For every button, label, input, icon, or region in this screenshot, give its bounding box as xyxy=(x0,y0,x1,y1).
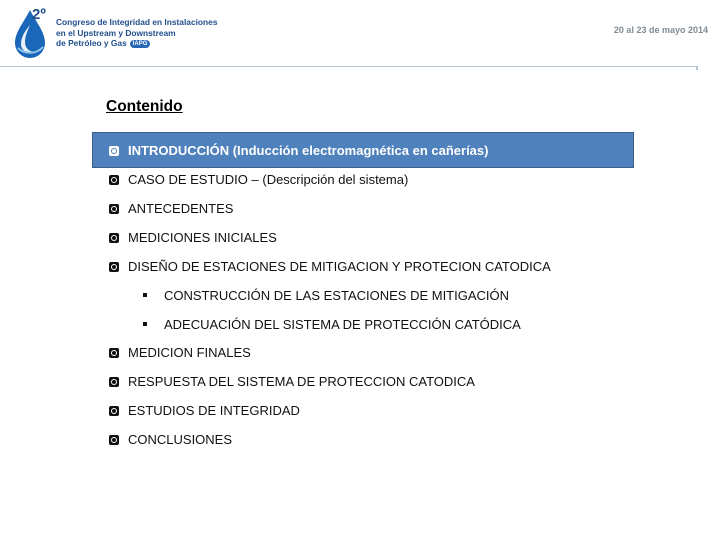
checkbox-bullet-icon xyxy=(109,146,119,156)
agenda-item-label: INTRODUCCIÓN (Inducción electromagnética en cañerías) xyxy=(128,143,489,158)
agenda-item-label: RESPUESTA DEL SISTEMA DE PROTECCION CATODICA xyxy=(128,374,475,389)
slide-title: Contenido xyxy=(106,98,183,115)
checkbox-bullet-icon xyxy=(109,204,119,214)
edition-number: 2º xyxy=(32,6,46,23)
checkbox-bullet-icon xyxy=(109,406,119,416)
event-date: 20 al 23 de mayo 2014 xyxy=(613,25,708,35)
agenda-item-antecedentes xyxy=(109,201,233,216)
checkbox-bullet-icon xyxy=(109,175,119,185)
agenda-item-conclusiones xyxy=(109,432,232,447)
checkbox-bullet-icon xyxy=(109,377,119,387)
agenda-item-label: CONCLUSIONES xyxy=(128,432,233,447)
agenda-item-label: DISEÑO DE ESTACIONES DE MITIGACION Y PROTECION CATODICA xyxy=(128,259,551,274)
header-divider-end xyxy=(696,66,698,70)
congress-name-line: en el Upstream y Downstream xyxy=(56,27,176,38)
agenda-item-mediciones-iniciales xyxy=(109,230,277,245)
agenda-item-label: MEDICION FINALES xyxy=(128,345,251,360)
agenda-item-label: ESTUDIOS DE INTEGRIDAD xyxy=(128,403,300,418)
iapg-badge: IAPG xyxy=(130,40,151,48)
square-bullet-icon xyxy=(143,322,147,326)
agenda-item-respuesta xyxy=(109,374,475,389)
checkbox-bullet-icon xyxy=(109,262,119,272)
agenda-subitem-label: ADECUACIÓN DEL SISTEMA DE PROTECCIÓN CATÓDICA xyxy=(164,317,521,332)
agenda-item-introduccion xyxy=(109,143,488,158)
congress-name-line: Congreso de Integridad en Instalaciones xyxy=(56,17,218,27)
square-bullet-icon xyxy=(143,293,147,297)
checkbox-bullet-icon xyxy=(109,233,119,243)
congress-name-line xyxy=(56,38,218,49)
checkbox-bullet-icon xyxy=(109,348,119,358)
agenda-item-estudios xyxy=(109,403,300,418)
agenda-item-label: CASO DE ESTUDIO – (Descripción del sistema) xyxy=(128,172,409,187)
agenda-item-label: ANTECEDENTES xyxy=(128,201,234,216)
congress-name xyxy=(56,17,218,49)
agenda-item-diseno xyxy=(109,259,551,274)
congress-name-line-text: de Petróleo y Gas xyxy=(56,38,127,49)
header-divider xyxy=(0,66,697,67)
agenda-subitem-construccion xyxy=(143,288,509,303)
congress-logo xyxy=(10,4,230,62)
agenda-item-caso-de-estudio xyxy=(109,172,408,187)
checkbox-bullet-icon xyxy=(109,435,119,445)
agenda-item-label: MEDICIONES INICIALES xyxy=(128,230,277,245)
agenda-item-medicion-finales xyxy=(109,345,251,360)
slide-header xyxy=(0,0,720,68)
agenda-subitem-label: CONSTRUCCIÓN DE LAS ESTACIONES DE MITIGACIÓN xyxy=(164,288,510,303)
agenda-subitem-adecuacion xyxy=(143,317,521,332)
